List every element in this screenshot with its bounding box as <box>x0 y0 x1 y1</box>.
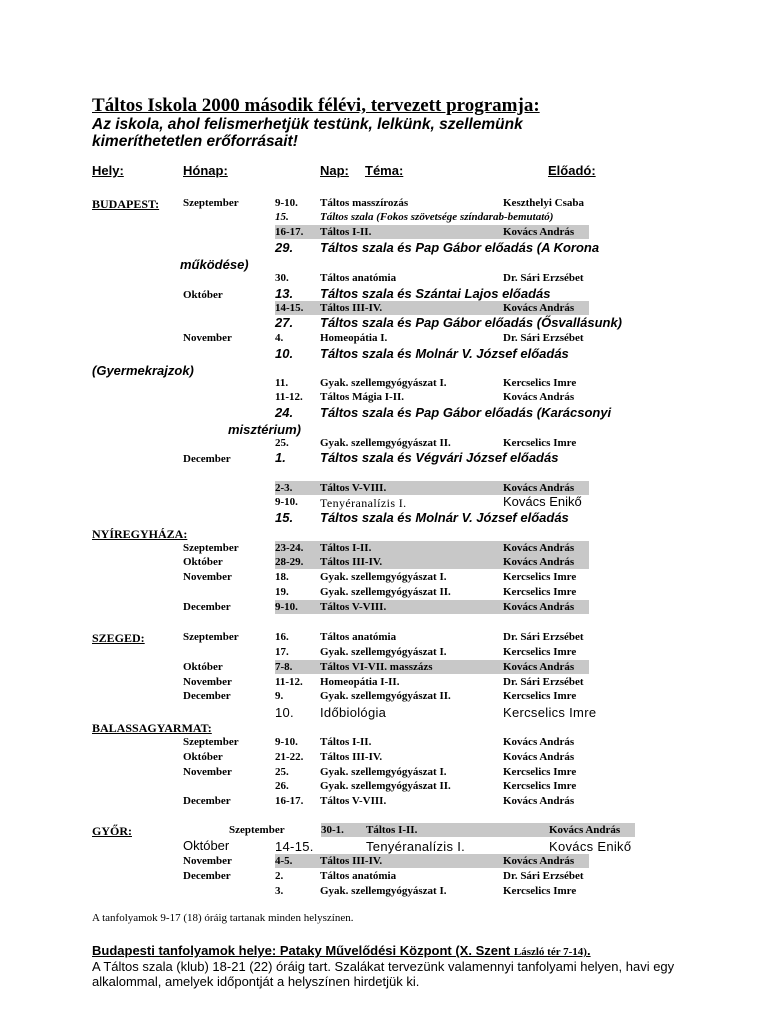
day-cell: 23-24. <box>275 542 304 554</box>
venue-title <box>92 943 591 958</box>
topic-cell: Táltos szala (Fokos szövetsége színdarab-bemutató) <box>320 211 554 223</box>
topic-cell: Táltos szala és Pap Gábor előadás (A Korona <box>320 240 600 255</box>
presenter-cell: Dr. Sári Erzsébet <box>503 332 584 344</box>
topic-cell: Táltos I-II. <box>320 736 372 748</box>
topic-continuation: (Gyermekrajzok) <box>92 363 194 378</box>
presenter-cell: Kercselics Imre <box>503 437 577 449</box>
header-lecturer: Előadó: <box>548 163 596 178</box>
header-day: Nap: <box>320 163 349 178</box>
topic-cell: Táltos szala és Végvári József előadás <box>320 450 559 465</box>
day-cell: 9. <box>275 690 284 702</box>
month-cell: November <box>183 571 232 583</box>
day-cell: 10. <box>275 705 294 720</box>
month-cell: December <box>183 870 231 882</box>
month-cell: Október <box>183 556 223 568</box>
topic-cell: Gyak. szellemgyógyászat II. <box>320 780 451 792</box>
presenter-cell: Kercselics Imre <box>503 690 577 702</box>
topic-cell: Gyak. szellemgyógyászat II. <box>320 690 451 702</box>
day-cell: 16-17. <box>275 226 304 238</box>
month-cell: Szeptember <box>183 736 239 748</box>
presenter-cell: Dr. Sári Erzsébet <box>503 272 584 284</box>
topic-cell: Táltos masszírozás <box>320 197 409 209</box>
topic-cell: Gyak. szellemgyógyászat II. <box>320 586 451 598</box>
day-cell: 9-10. <box>275 601 298 613</box>
presenter-cell: Kercselics Imre <box>503 646 577 658</box>
day-cell: 24. <box>275 405 294 420</box>
presenter-cell: Kovács András <box>503 601 575 613</box>
topic-cell: Gyak. szellemgyógyászat I. <box>320 377 447 389</box>
topic-cell: Táltos III-IV. <box>320 302 383 314</box>
venue-title-end: . <box>586 943 591 958</box>
day-cell: 4-5. <box>275 855 293 867</box>
presenter-cell: Kovács András <box>503 556 575 568</box>
topic-cell: Táltos III-IV. <box>320 556 383 568</box>
day-cell: 9-10. <box>275 197 298 209</box>
day-cell: 11-12. <box>275 391 303 403</box>
day-cell: 16-17. <box>275 795 304 807</box>
day-cell: 26. <box>275 780 289 792</box>
topic-cell: Táltos szala és Molnár V. József előadás <box>320 510 569 525</box>
topic-cell: Táltos szala és Molnár V. József előadás <box>320 346 569 361</box>
topic-cell: Táltos III-IV. <box>320 855 383 867</box>
header-topic: Téma: <box>365 163 404 178</box>
day-cell: 27. <box>275 315 294 330</box>
presenter-cell: Kovács András <box>503 661 575 673</box>
topic-cell: Táltos V-VIII. <box>320 482 387 494</box>
month-cell: Szeptember <box>183 631 239 643</box>
month-cell: Október <box>183 838 230 853</box>
month-cell: December <box>183 601 231 613</box>
presenter-cell: Kercselics Imre <box>503 766 577 778</box>
day-cell: 4. <box>275 332 284 344</box>
topic-cell: Táltos szala és Pap Gábor előadás (Karácsonyi <box>320 405 612 420</box>
day-cell: 2. <box>275 870 284 882</box>
day-cell: 14-15. <box>275 839 314 854</box>
day-cell: 19. <box>275 586 289 598</box>
month-cell: November <box>183 332 232 344</box>
day-cell: 9-10. <box>275 496 298 508</box>
presenter-cell: Kercselics Imre <box>503 780 577 792</box>
presenter-cell: Kovács András <box>503 542 575 554</box>
day-cell: 17. <box>275 646 289 658</box>
month-cell: November <box>183 855 232 867</box>
presenter-cell: Keszthelyi Csaba <box>503 197 584 209</box>
topic-cell: Gyak. szellemgyógyászat I. <box>320 766 447 778</box>
topic-cell: Táltos I-II. <box>320 226 372 238</box>
day-cell: 14-15. <box>275 302 304 314</box>
presenter-cell: Kovács Enikő <box>549 839 632 854</box>
topic-cell: Tenyéranalízis I. <box>366 839 466 854</box>
day-cell: 30. <box>275 272 289 284</box>
topic-cell: Gyak. szellemgyógyászat I. <box>320 571 447 583</box>
day-cell: 15. <box>275 510 294 525</box>
day-cell: 3. <box>275 885 284 897</box>
day-cell: 15. <box>275 211 289 223</box>
topic-cell: Táltos anatómia <box>320 631 397 643</box>
topic-continuation: misztérium) <box>228 422 301 437</box>
month-cell: Szeptember <box>229 824 285 836</box>
month-cell: November <box>183 676 232 688</box>
topic-cell: Gyak. szellemgyógyászat I. <box>320 646 447 658</box>
topic-cell: Tenyéranalízis I. <box>320 496 407 510</box>
topic-cell: Táltos szala és Pap Gábor előadás (Ősvallásunk) <box>320 315 623 330</box>
topic-cell: Időbiológia <box>320 705 387 720</box>
presenter-cell: Kovács Enikő <box>503 494 582 509</box>
month-cell: December <box>183 690 231 702</box>
topic-cell: Táltos V-VIII. <box>320 601 387 613</box>
city-balassagyarmat: BALASSAGYARMAT: <box>92 721 212 735</box>
topic-cell: Táltos szala és Szántai Lajos előadás <box>320 286 551 301</box>
day-cell: 7-8. <box>275 661 293 673</box>
month-cell: November <box>183 766 232 778</box>
presenter-cell: Kovács András <box>503 302 575 314</box>
presenter-cell: Kercselics Imre <box>503 885 577 897</box>
presenter-cell: Kercselics Imre <box>503 586 577 598</box>
header-month: Hónap: <box>183 163 228 178</box>
topic-cell: Táltos Mágia I-II. <box>320 391 405 403</box>
city-nyiregyhaza: NYÍREGYHÁZA: <box>92 527 188 541</box>
day-cell: 30-1. <box>321 824 344 836</box>
day-cell: 29. <box>275 240 294 255</box>
presenter-cell: Kovács András <box>503 855 575 867</box>
day-cell: 21-22. <box>275 751 304 763</box>
topic-cell: Táltos I-II. <box>366 824 418 836</box>
topic-continuation: működése) <box>180 257 249 272</box>
day-cell: 28-29. <box>275 556 304 568</box>
day-cell: 11-12. <box>275 676 303 688</box>
month-cell: Szeptember <box>183 542 239 554</box>
day-cell: 25. <box>275 437 289 449</box>
month-cell: December <box>183 453 231 465</box>
day-cell: 18. <box>275 571 289 583</box>
city-budapest: BUDAPEST: <box>92 197 160 211</box>
presenter-cell: Kovács András <box>503 736 575 748</box>
topic-cell: Homeopátia I. <box>320 332 388 344</box>
topic-cell: Táltos I-II. <box>320 542 372 554</box>
presenter-cell: Kovács András <box>503 482 575 494</box>
day-cell: 13. <box>275 286 294 301</box>
hours-note: A tanfolyamok 9-17 (18) óráig tartanak minden helyszínen. <box>92 912 354 924</box>
topic-cell: Táltos III-IV. <box>320 751 383 763</box>
presenter-cell: Dr. Sári Erzsébet <box>503 631 584 643</box>
presenter-cell: Kercselics Imre <box>503 377 577 389</box>
day-cell: 1. <box>275 450 286 465</box>
presenter-cell: Kovács András <box>503 751 575 763</box>
day-cell: 2-3. <box>275 482 293 494</box>
topic-cell: Táltos anatómia <box>320 272 397 284</box>
city-szeged: SZEGED: <box>92 631 145 645</box>
document-title: Táltos Iskola 2000 második félévi, tervezett programja: <box>92 95 540 116</box>
presenter-cell: Kovács András <box>549 824 621 836</box>
presenter-cell: Kovács András <box>503 391 575 403</box>
presenter-cell: Kovács András <box>503 795 575 807</box>
month-cell: December <box>183 795 231 807</box>
month-cell: Szeptember <box>183 197 239 209</box>
subtitle-line-1: Az iskola, ahol felismerhetjük testünk, lelkünk, szellemünk <box>92 116 523 133</box>
venue-title-address: László tér 7-14) <box>513 946 587 958</box>
club-text: A Táltos szala (klub) 18-21 (22) óráig tart. Szalákat tervezünk valamennyi tanfolyami helyen, havi egy alkalommal, amelyek időpontját a helyszínen hirdetjük ki. <box>92 959 675 989</box>
day-cell: 10. <box>275 346 294 361</box>
topic-cell: Gyak. szellemgyógyászat II. <box>320 437 451 449</box>
day-cell: 25. <box>275 766 289 778</box>
presenter-cell: Dr. Sári Erzsébet <box>503 676 584 688</box>
month-cell: Október <box>183 289 223 301</box>
presenter-cell: Kercselics Imre <box>503 705 597 720</box>
presenter-cell: Kovács András <box>503 226 575 238</box>
day-cell: 11. <box>275 377 289 389</box>
day-cell: 9-10. <box>275 736 298 748</box>
topic-cell: Táltos V-VIII. <box>320 795 387 807</box>
month-cell: Október <box>183 661 223 673</box>
presenter-cell: Dr. Sári Erzsébet <box>503 870 584 882</box>
month-cell: Október <box>183 751 223 763</box>
topic-cell: Gyak. szellemgyógyászat I. <box>320 885 447 897</box>
header-place: Hely: <box>92 163 124 178</box>
city-gyor: GYŐR: <box>92 824 132 838</box>
venue-title-main: Budapesti tanfolyamok helye: Pataky Művelődési Központ (X. Szent <box>92 943 514 958</box>
topic-cell: Homeopátia I-II. <box>320 676 400 688</box>
day-cell: 16. <box>275 631 289 643</box>
presenter-cell: Kercselics Imre <box>503 571 577 583</box>
subtitle-line-2: kimeríthetetlen erőforrásait! <box>92 133 298 150</box>
topic-cell: Táltos VI-VII. masszázs <box>320 661 433 673</box>
topic-cell: Táltos anatómia <box>320 870 397 882</box>
